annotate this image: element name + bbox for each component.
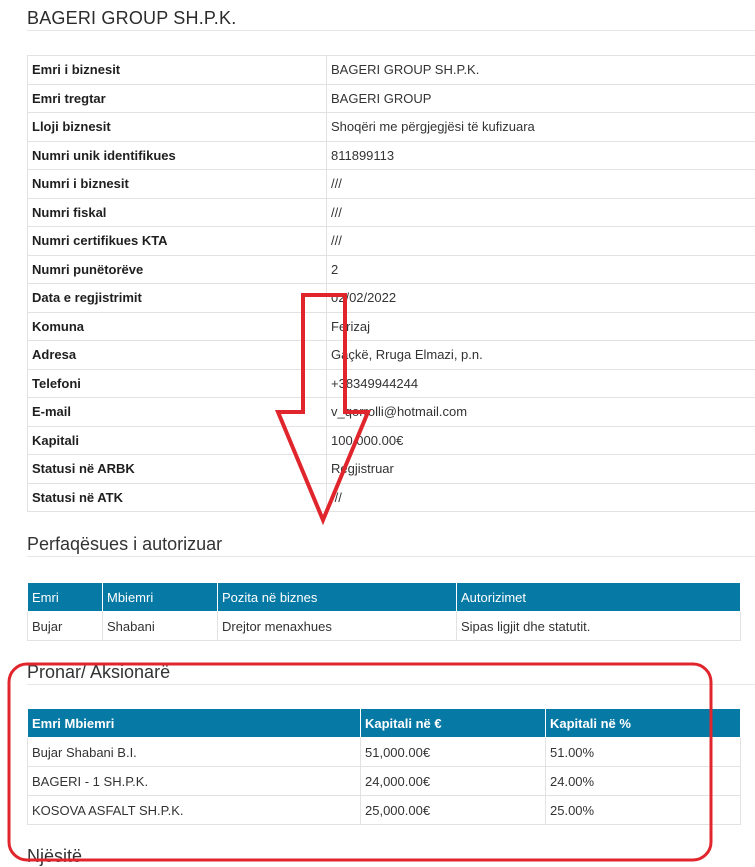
table-cell: Bujar Shabani B.I. [28, 738, 361, 767]
detail-row [28, 198, 755, 227]
table-cell: 51,000.00€ [361, 738, 546, 767]
column-header: Autorizimet [457, 583, 741, 612]
detail-label: Telefoni [28, 369, 327, 398]
detail-label: Numri certifikues KTA [28, 227, 327, 256]
detail-label: Numri fiskal [28, 198, 327, 227]
detail-label: Lloji biznesit [28, 113, 327, 142]
detail-row [28, 113, 755, 142]
owners-heading: Pronar/ Aksionarë [27, 662, 170, 683]
divider [27, 30, 755, 31]
detail-row [28, 312, 755, 341]
detail-value: BAGERI GROUP [327, 84, 755, 113]
detail-value: Regjistruar [327, 455, 755, 484]
detail-label: Numri unik identifikues [28, 141, 327, 170]
detail-label: Data e regjistrimit [28, 284, 327, 313]
table-cell: 25,000.00€ [361, 796, 546, 825]
detail-label: Statusi në ARBK [28, 455, 327, 484]
representatives-table [27, 582, 741, 641]
detail-row [28, 227, 755, 256]
table-cell: KOSOVA ASFALT SH.P.K. [28, 796, 361, 825]
detail-value: Gaçkë, Rruga Elmazi, p.n. [327, 341, 755, 370]
table-row [28, 738, 741, 767]
detail-row [28, 341, 755, 370]
detail-label: Adresa [28, 341, 327, 370]
table-cell: Sipas ligjit dhe statutit. [457, 612, 741, 641]
detail-row [28, 170, 755, 199]
detail-label: Emri tregtar [28, 84, 327, 113]
column-header: Kapitali në % [546, 709, 741, 738]
owners-table [27, 708, 741, 825]
detail-value: 02/02/2022 [327, 284, 755, 313]
detail-value: /// [327, 170, 755, 199]
detail-value: /// [327, 198, 755, 227]
table-cell: Drejtor menaxhues [218, 612, 457, 641]
table-row [28, 612, 741, 641]
table-cell: 25.00% [546, 796, 741, 825]
detail-value: +38349944244 [327, 369, 755, 398]
column-header: Emri Mbiemri [28, 709, 361, 738]
page-title: BAGERI GROUP SH.P.K. [27, 8, 236, 29]
detail-label: Komuna [28, 312, 327, 341]
detail-row [28, 255, 755, 284]
divider [27, 684, 755, 685]
table-cell: 24.00% [546, 767, 741, 796]
table-cell: 24,000.00€ [361, 767, 546, 796]
column-header: Kapitali në € [361, 709, 546, 738]
detail-row [28, 284, 755, 313]
detail-row [28, 455, 755, 484]
table-cell: 51.00% [546, 738, 741, 767]
detail-row [28, 56, 755, 85]
detail-value: Shoqëri me përgjegjësi të kufizuara [327, 113, 755, 142]
detail-value: 100,000.00€ [327, 426, 755, 455]
detail-row [28, 483, 755, 512]
detail-label: Emri i biznesit [28, 56, 327, 85]
representatives-heading: Perfaqësues i autorizuar [27, 534, 222, 555]
detail-value: v_qorrolli@hotmail.com [327, 398, 755, 427]
column-header: Emri [28, 583, 103, 612]
detail-row [28, 398, 755, 427]
table-cell: BAGERI - 1 SH.P.K. [28, 767, 361, 796]
detail-value: BAGERI GROUP SH.P.K. [327, 56, 755, 85]
detail-row [28, 426, 755, 455]
detail-label: Numri punëtorëve [28, 255, 327, 284]
detail-row [28, 141, 755, 170]
column-header: Mbiemri [103, 583, 218, 612]
table-cell: Bujar [28, 612, 103, 641]
activities-heading: Njësitë [27, 846, 82, 867]
detail-value: Ferizaj [327, 312, 755, 341]
table-cell: Shabani [103, 612, 218, 641]
table-row [28, 767, 741, 796]
detail-label: Statusi në ATK [28, 483, 327, 512]
detail-row [28, 369, 755, 398]
business-details-table [27, 55, 755, 512]
detail-row [28, 84, 755, 113]
detail-label: Numri i biznesit [28, 170, 327, 199]
detail-value: 2 [327, 255, 755, 284]
detail-value: /// [327, 227, 755, 256]
detail-value: /// [327, 483, 755, 512]
detail-label: E-mail [28, 398, 327, 427]
detail-value: 811899113 [327, 141, 755, 170]
column-header: Pozita në biznes [218, 583, 457, 612]
table-row [28, 796, 741, 825]
detail-label: Kapitali [28, 426, 327, 455]
divider [27, 556, 755, 557]
